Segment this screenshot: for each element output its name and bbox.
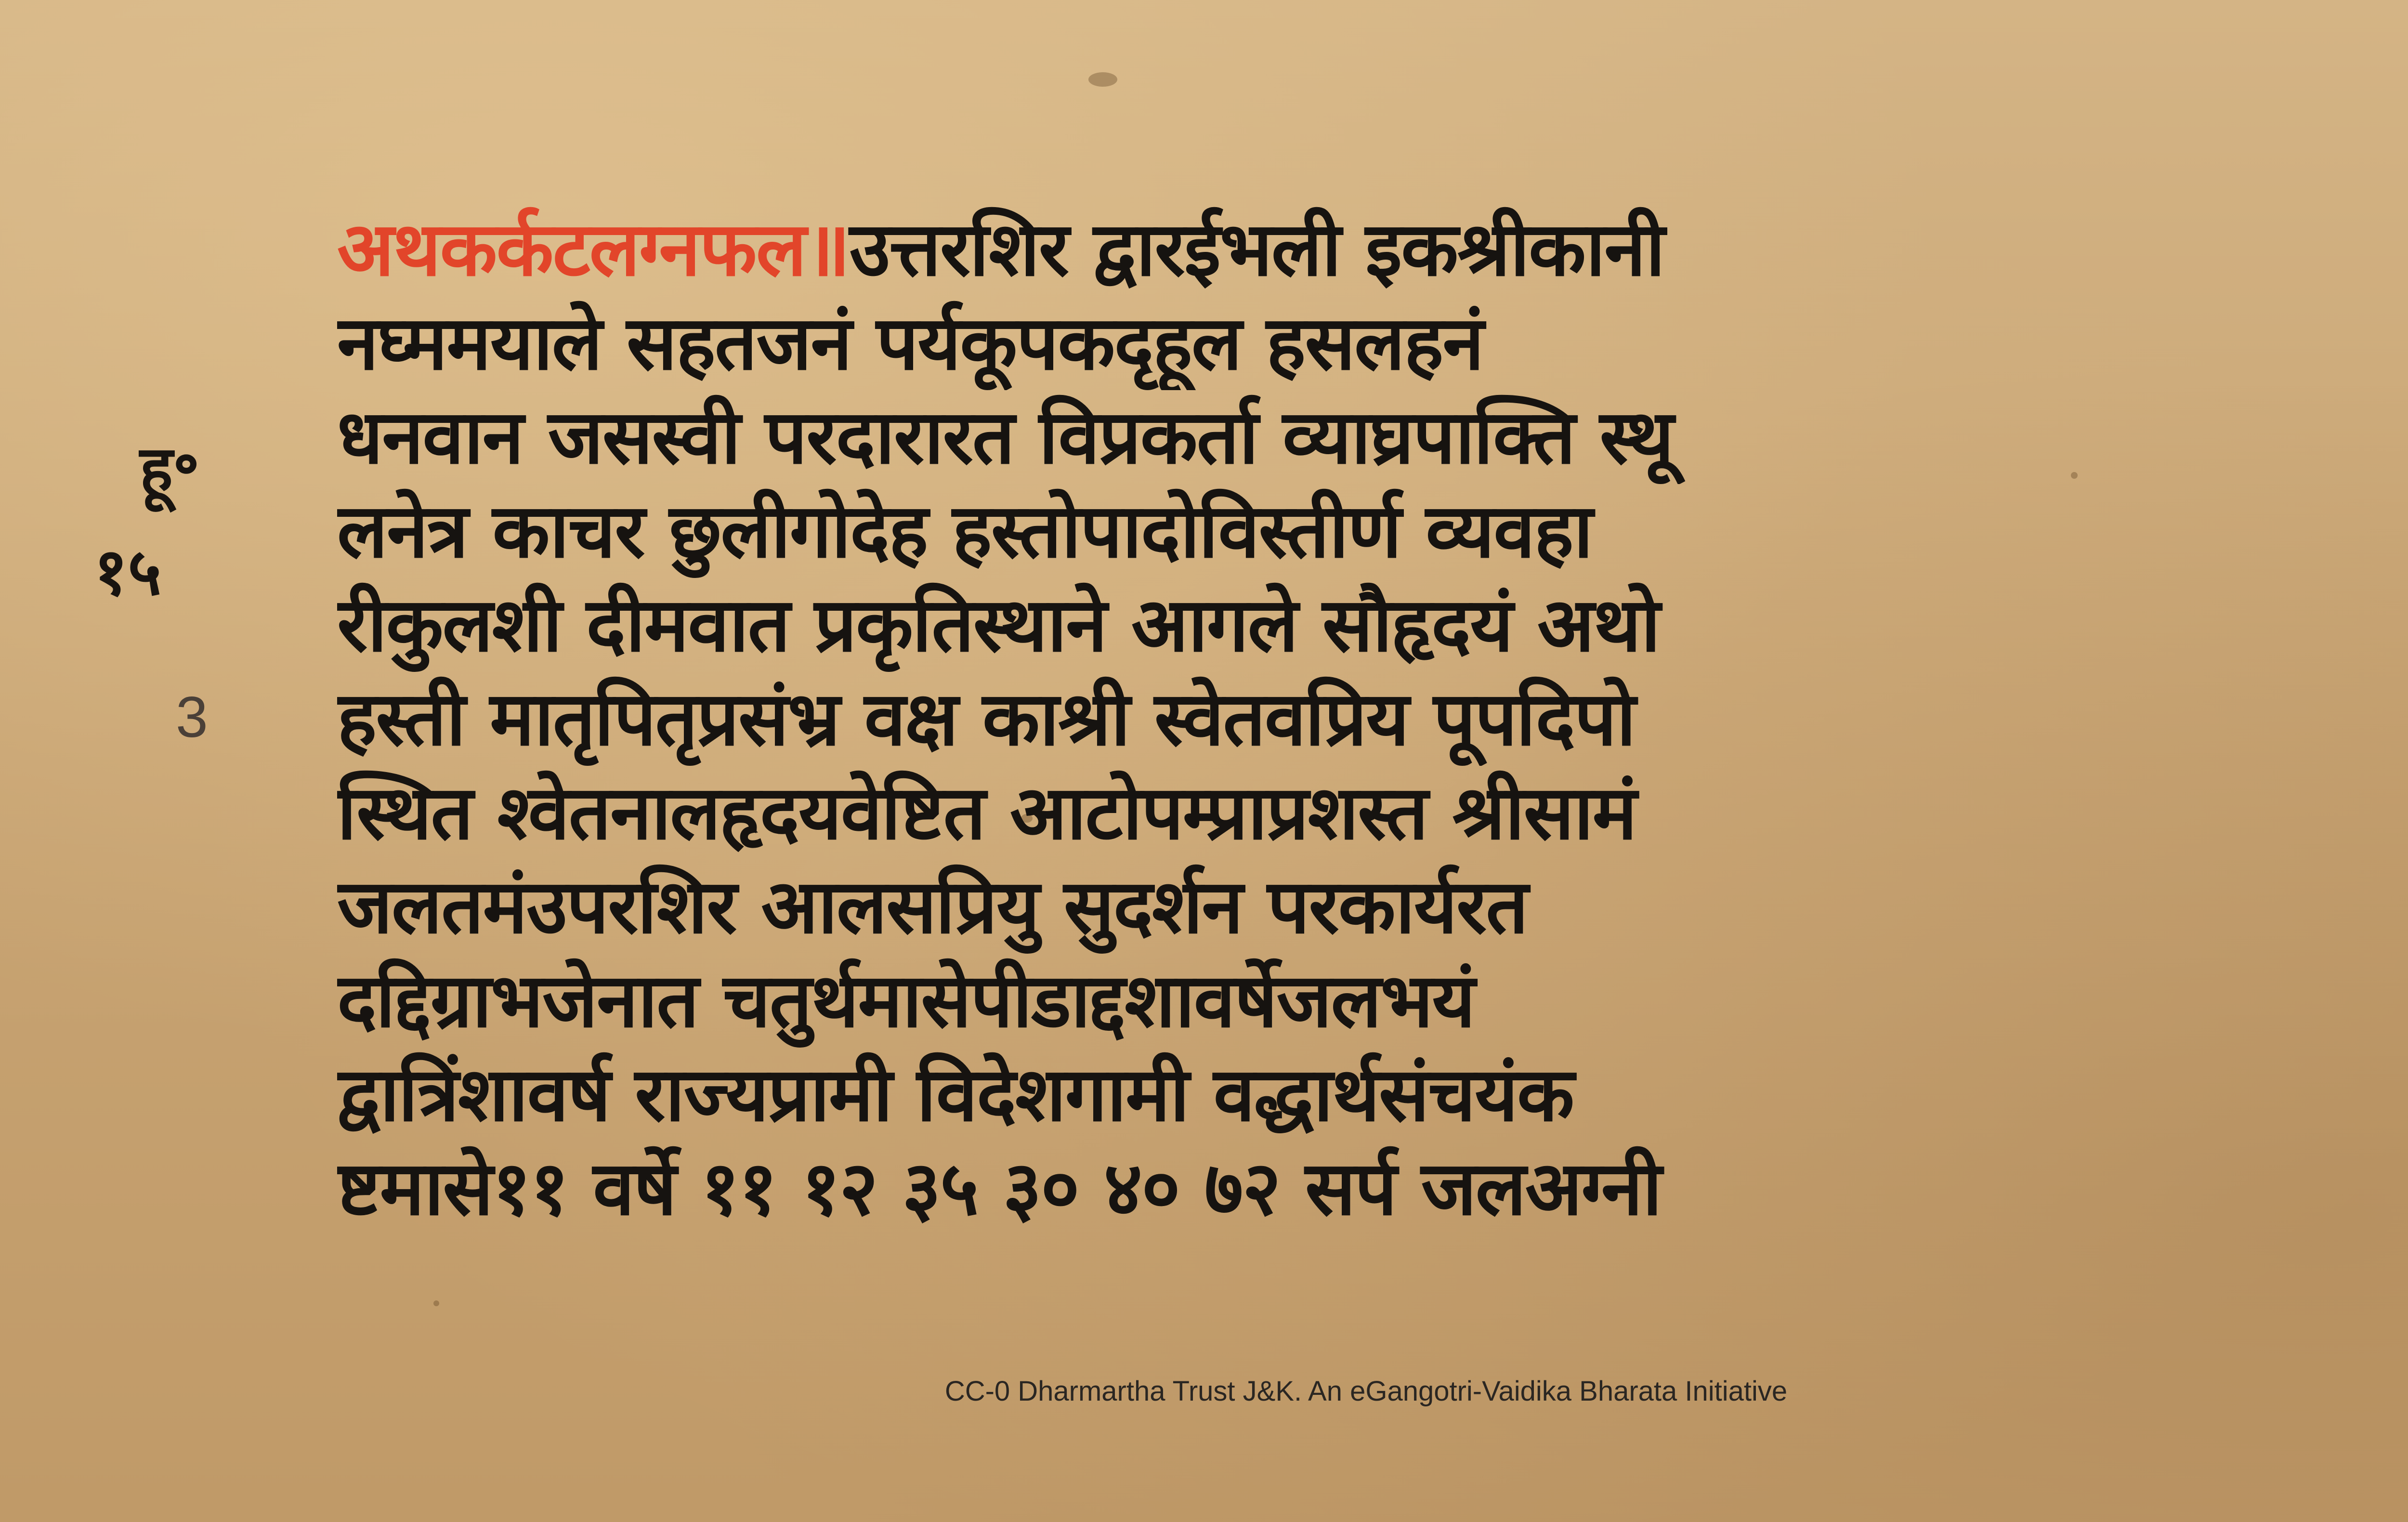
manuscript-text [337,202,2408,1235]
manuscript-line [337,954,2408,1048]
manuscript-line [337,766,2408,860]
line-text: उत्तरशिर द्वारईभली इकश्रीकानी [849,206,1664,293]
paper-speck [433,1300,439,1306]
left-margin-note-2: १५ [94,534,162,610]
manuscript-line [337,1142,2408,1235]
pencil-note-left: 3 [176,685,208,749]
line-text: नघ्ममयाले सहतजनं पर्यकूपकदृहूल हसलहनं [337,300,1483,387]
manuscript-line [337,578,2408,672]
line-text: हस्ती मातृपितृप्रसंभ्र वक्ष काश्री स्वेतवप्रिय पूपदिपो [337,675,1635,762]
manuscript-line [337,484,2408,578]
manuscript-line [337,390,2408,484]
line-text: ष्टमासे११ वर्षे ११ १२ ३५ ३० ४० ७२ सर्प जलअग्नी [337,1145,1662,1232]
line-text: स्थित श्वेतनालहृदयवेष्टित आटोपम्प्राप्रशस्त श्रीसामं [337,769,1636,856]
manuscript-line [337,202,2408,296]
line-text: दद्दिग्राभजेनात चतुर्थमासेपीडाद्दशावर्षेजलभयं [337,957,1475,1044]
manuscript-line [337,860,2408,954]
line-text: धनवान जसस्वी परदारारत विप्रकर्ता व्याघ्रपाक्ति स्थू [337,394,1673,481]
line-text: द्वात्रिंशावर्ष राज्यप्रामी विदेशगामी वद्धार्थसंचयंक [337,1051,1574,1138]
left-margin-note-1: हू॰ [140,432,200,505]
line-text: जलतमंउपरशिर आलसप्रियु सुदर्शन परकार्यरत [337,863,1528,950]
watermark-caption: CC-0 Dharmartha Trust J&K. An eGangotri-Vaidika Bharata Initiative [944,1376,1788,1407]
paper-speck [1088,72,1117,87]
rubric-heading: अथकर्कटलग्नफल॥ [337,206,850,293]
manuscript-line [337,296,2408,390]
manuscript-line [337,1048,2408,1142]
manuscript-line [337,672,2408,766]
line-text: रीकुलशी दीमवात प्रकृतिस्थाने आगले सौहृदयं अथो [337,581,1660,669]
line-text: लनेत्र काचर छुलीगोदेह हस्तोपादोविस्तीर्ण व्यवहा [337,487,1592,575]
